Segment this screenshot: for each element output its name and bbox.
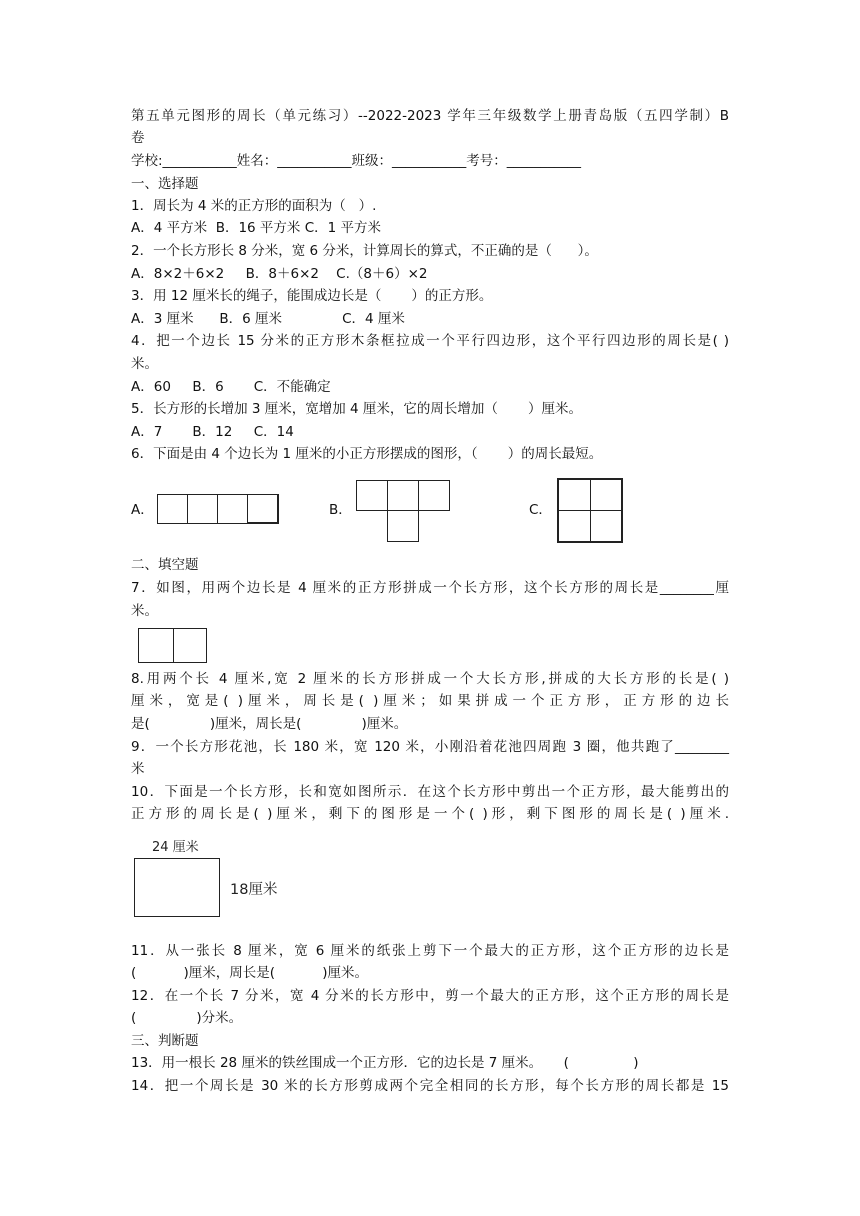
figure-a-label: A． xyxy=(131,502,154,518)
section-heading-choice: 一、选择题 xyxy=(131,176,199,192)
question-1-options: A．4 平方米 B．16 平方米 C．1 平方米 xyxy=(131,220,382,236)
question-14: 14．把一个周长是 30 米的长方形剪成两个完全相同的长方形，每个长方形的周长都是 15 xyxy=(131,1078,729,1094)
square-cell xyxy=(557,478,591,511)
student-info-line: 学校:___________姓名：___________班级：___________考号：___________ xyxy=(131,153,582,169)
square-cell xyxy=(557,510,591,543)
question-8-line-3: 是( )厘米，周长是( )厘米。 xyxy=(131,716,408,732)
question-4-options: A．60 B．6 C．不能确定 xyxy=(131,379,331,395)
question-4-line-2: 米。 xyxy=(131,356,158,372)
square-cell xyxy=(387,510,419,542)
question-4-line-1: 4．把一个边长 15 分米的正方形木条框拉成一个平行四边形，这个平行四边形的周长是( ) xyxy=(131,333,729,349)
length-label: 24 厘米 xyxy=(152,840,199,855)
square-cell xyxy=(590,510,623,543)
square-cell xyxy=(387,480,419,511)
two-squares-rectangle-figure xyxy=(138,628,207,663)
question-12-line-2: ( )分米。 xyxy=(131,1010,243,1026)
question-2-options: A．8×2＋6×2 B．8＋6×2 C.（8＋6）×2 xyxy=(131,266,428,282)
question-8-line-1: 8.用两个长 4 厘米,宽 2 厘米的长方形拼成一个大长方形,拼成的大长方形的长是( ) xyxy=(131,671,729,687)
figure-c-square-grid xyxy=(557,478,623,543)
question-11-line-1: 11．从一张长 8 厘米，宽 6 厘米的纸张上剪下一个最大的正方形，这个正方形的边长是 xyxy=(131,943,729,959)
question-10-line-1: 10．下面是一个长方形，长和宽如图所示．在这个长方形中剪出一个正方形，最大能剪出的 xyxy=(131,784,729,800)
question-6: 6．下面是由 4 个边长为 1 厘米的小正方形摆成的图形，（ ）的周长最短。 xyxy=(131,446,603,462)
question-2: 2．一个长方形长 8 分米，宽 6 分米，计算周长的算式，不正确的是（ ）。 xyxy=(131,243,598,259)
square-cell xyxy=(217,494,248,524)
question-9-line-2: 米 xyxy=(131,761,145,777)
title-line-1: 第五单元图形的周长（单元练习）--2022-2023 学年三年级数学上册青岛版（五四学制）B xyxy=(131,108,729,124)
figure-c-label: C． xyxy=(529,502,552,518)
rectangle-figure xyxy=(134,858,220,917)
square-cell xyxy=(173,628,207,663)
question-7-line-2: 米。 xyxy=(131,603,158,619)
figure-b-t-shape xyxy=(356,480,450,542)
question-12-line-1: 12．在一个长 7 分米，宽 4 分米的长方形中，剪一个最大的正方形，这个正方形的周长是 xyxy=(131,988,729,1004)
square-cell xyxy=(247,494,279,524)
square-cell xyxy=(157,494,188,524)
question-3: 3．用 12 厘米长的绳子，能围成边长是（ ）的正方形。 xyxy=(131,288,493,304)
question-8-line-2: 厘米，宽是( )厘米，周长是( )厘米；如果拼成一个正方形，正方形的边长 xyxy=(131,693,729,709)
square-cell xyxy=(138,628,174,663)
square-cell xyxy=(590,478,623,511)
question-9-line-1: 9．一个长方形花池，长 180 米，宽 120 米，小刚沿着花池四周跑 3 圈，他共跑了________ xyxy=(131,739,729,755)
section-heading-judge: 三、判断题 xyxy=(131,1033,199,1049)
square-cell xyxy=(418,480,450,511)
figure-a-row-of-squares xyxy=(157,494,279,524)
question-5: 5．长方形的长增加 3 厘米，宽增加 4 厘米，它的周长增加（ ）厘米。 xyxy=(131,401,582,417)
question-5-options: A．7 B．12 C．14 xyxy=(131,424,294,440)
width-label: 18厘米 xyxy=(230,882,278,898)
question-7-line-1: 7．如图，用两个边长是 4 厘米的正方形拼成一个长方形，这个长方形的周长是________厘 xyxy=(131,580,729,596)
figure-b-label: B． xyxy=(329,502,352,518)
square-cell xyxy=(187,494,218,524)
title-line-2: 卷 xyxy=(131,130,145,146)
question-13: 13．用一根长 28 厘米的铁丝围成一个正方形．它的边长是 7 厘米。 ( ) xyxy=(131,1055,639,1071)
question-10-line-2: 正方形的周长是( )厘米，剩下的图形是一个( )形，剩下图形的周长是( )厘米. xyxy=(131,806,729,822)
question-11-line-2: ( )厘米，周长是( )厘米。 xyxy=(131,965,368,981)
question-3-options: A．3 厘米 B．6 厘米 C．4 厘米 xyxy=(131,311,405,327)
question-1: 1．周长为 4 米的正方形的面积为（ ）. xyxy=(131,198,377,214)
square-cell xyxy=(356,480,388,511)
section-heading-fill: 二、填空题 xyxy=(131,557,199,573)
